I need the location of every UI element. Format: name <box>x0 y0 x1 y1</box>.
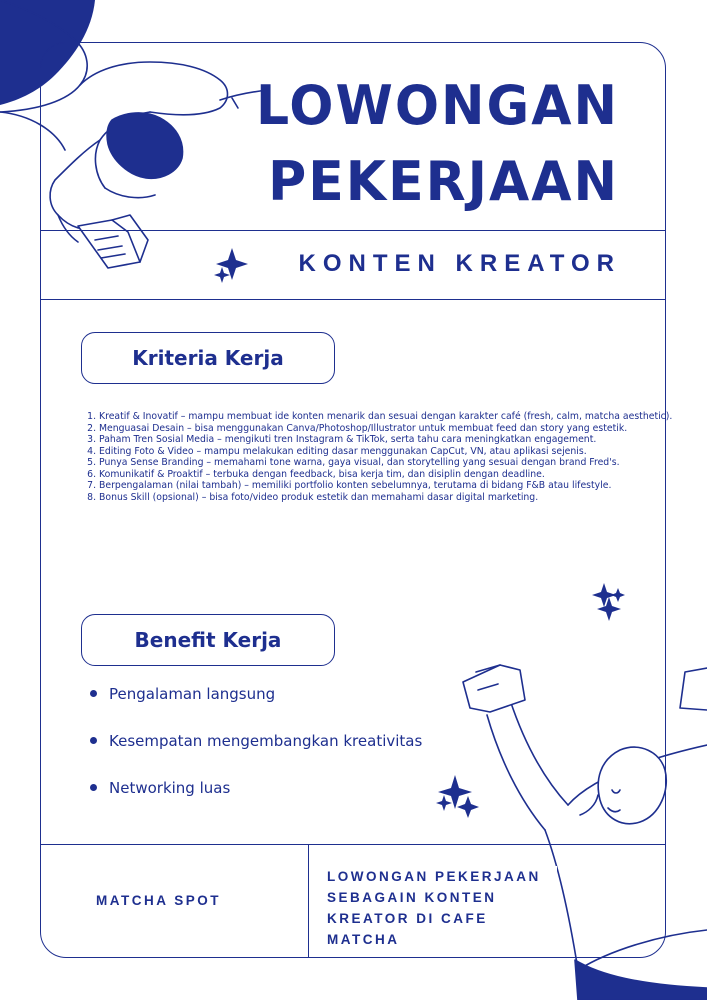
footer-brand: MATCHA SPOT <box>96 893 221 908</box>
criteria-list <box>75 411 674 503</box>
divider-footer-vertical <box>308 844 309 958</box>
list-item: 2. Menguasai Desain – bisa menggunakan Canva/Photoshop/Illustrator untuk membuat feed dan story yang estetik. <box>99 423 674 435</box>
list-item: 6. Komunikatif & Proaktif – terbuka dengan feedback, bisa kerja tim, dan disiplin dengan deadline. <box>99 469 674 481</box>
footer-description-line: MATCHA <box>327 932 400 947</box>
list-item: Pengalaman langsung <box>90 683 422 730</box>
page-subtitle: KONTEN KREATOR <box>298 250 621 277</box>
benefits-heading: Benefit Kerja <box>81 614 335 666</box>
divider-header <box>40 230 666 231</box>
list-item: 5. Punya Sense Branding – memahami tone warna, gaya visual, dan storytelling yang sesuai dengan brand Fred's. <box>99 457 674 469</box>
footer-description-line: LOWONGAN PEKERJAAN <box>327 869 541 884</box>
footer-description-line: KREATOR DI CAFE <box>327 911 488 926</box>
footer-description-line: SEBAGAIN KONTEN <box>327 890 497 905</box>
list-item: 4. Editing Foto & Video – mampu melakukan editing dasar menggunakan CapCut, VN, atau aplikasi sejenis. <box>99 446 674 458</box>
list-item: Networking luas <box>90 777 422 824</box>
footer-description <box>327 866 557 950</box>
benefits-list <box>90 683 422 824</box>
criteria-heading: Kriteria Kerja <box>81 332 335 384</box>
page-title-line2: PEKERJAAN <box>268 150 619 214</box>
page-title-line1: LOWONGAN <box>255 74 619 138</box>
list-item: 7. Berpengalaman (nilai tambah) – memiliki portfolio konten sebelumnya, terutama di bidang F&B atau lifestyle. <box>99 480 674 492</box>
divider-footer <box>40 844 666 845</box>
list-item: 1. Kreatif & Inovatif – mampu membuat ide konten menarik dan sesuai dengan karakter café (fresh, calm, matcha aesthetic). <box>99 411 674 423</box>
list-item: Kesempatan mengembangkan kreativitas <box>90 730 422 777</box>
divider-subtitle <box>40 299 666 300</box>
list-item: 3. Paham Tren Sosial Media – mengikuti tren Instagram & TikTok, serta tahu cara meningkatkan engagement. <box>99 434 674 446</box>
list-item: 8. Bonus Skill (opsional) – bisa foto/video produk estetik dan memahami dasar digital marketing. <box>99 492 674 504</box>
